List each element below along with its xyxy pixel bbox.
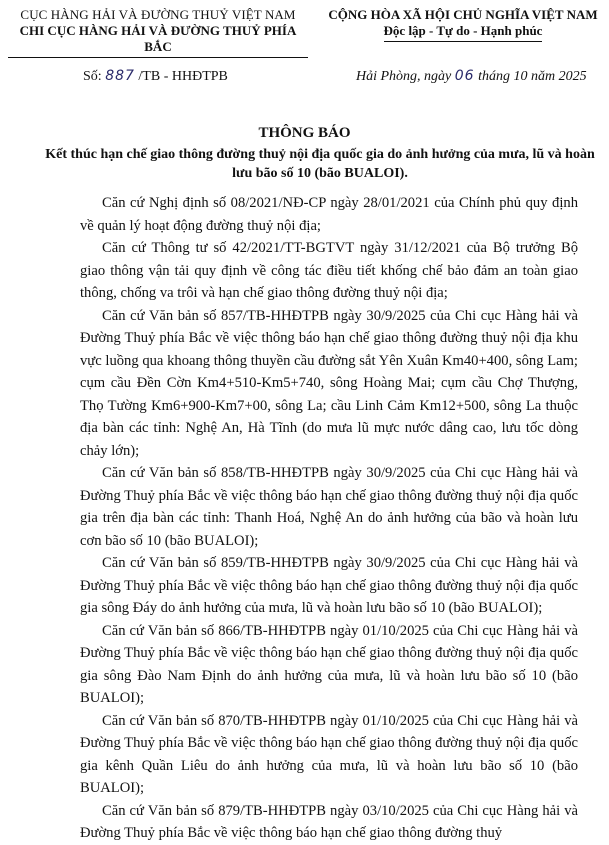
- doc-number-suffix: /TB - HHĐTPB: [134, 69, 228, 84]
- place-date-suffix: tháng 10 năm 2025: [474, 69, 587, 84]
- paragraph: Căn cứ Thông tư số 42/2021/TT-BGTVT ngày 31/12/2021 của Bộ trưởng Bộ giao thông vận tải quy định về công tác điều tiết khống chế bảo đảm an toàn giao thông, chống va trôi và hạn chế giao thông đường thuỷ nội địa;: [80, 240, 578, 301]
- national-header: [318, 7, 608, 39]
- motto: [318, 23, 608, 39]
- document-body: [80, 192, 578, 845]
- paragraph: Căn cứ Văn bản số 879/TB-HHĐTPB ngày 03/10/2025 của Chi cục Hàng hải và Đường Thuỷ phía Bắc về việc thông báo hạn chế giao thông đường thuỷ: [80, 802, 578, 841]
- date-day-handwritten: 06: [454, 68, 475, 84]
- motto-text: Độc lập - Tự do - Hạnh phúc: [383, 23, 543, 38]
- document-number: [83, 68, 228, 85]
- agency-header: [8, 7, 308, 55]
- paragraph: Căn cứ Nghị định số 08/2021/NĐ-CP ngày 28/01/2021 của Chính phủ quy định về quản lý hoạt động đường thuỷ nội địa;: [80, 195, 578, 234]
- paragraph: Căn cứ Văn bản số 857/TB-HHĐTPB ngày 30/9/2025 của Chi cục Hàng hải và Đường Thuỷ phía Bắc về việc thông báo hạn chế giao thông đường thuỷ nội địa khu vực luồng qua khoang thông thuyền cầu đường sắt Yên Xuân Km40+400, sông Lam; cụm cầu Đền Cờn Km4+510-Km5+740, sông Hoàng Mai; cụm cầu Chợ Thượng, Thọ Tường Km6+900-Km7+00, sông La; cầu Linh Cảm Km12+500, sông La thuộc địa bàn các tỉnh: Nghệ An, Hà Tĩnh (do mưa lũ mực nước dâng cao, lưu tốc dòng chảy lớn);: [80, 307, 578, 459]
- doc-number-prefix: Số:: [83, 69, 106, 84]
- place-date-prefix: Hải Phòng, ngày: [356, 69, 455, 84]
- document-title: THÔNG BÁO: [258, 125, 351, 141]
- paragraph: Căn cứ Văn bản số 858/TB-HHĐTPB ngày 30/9/2025 của Chi cục Hàng hải và Đường Thuỷ phía Bắc về việc thông báo hạn chế giao thông đường thuỷ nội địa quốc gia trên địa bàn các tỉnh: Thanh Hoá, Nghệ An do ảnh hưởng của bão và hoàn lưu cơn bão số 10 (bão BUALOI);: [80, 465, 578, 549]
- agency-name: [8, 23, 308, 55]
- paragraph: Căn cứ Văn bản số 870/TB-HHĐTPB ngày 01/10/2025 của Chi cục Hàng hải và Đường Thuỷ phía Bắc về việc thông báo hạn chế giao thông đường thuỷ nội địa quốc gia kênh Quần Liêu do ảnh hưởng của mưa, lũ và hoàn lưu bão số 10 (bão BUALOI);: [80, 712, 578, 796]
- paragraph: Căn cứ Văn bản số 859/TB-HHĐTPB ngày 30/9/2025 của Chi cục Hàng hải và Đường Thuỷ phía Bắc về việc thông báo hạn chế giao thông đường thuỷ nội địa quốc gia sông Đáy do ảnh hưởng của mưa, lũ và hoàn lưu bão số 10 (bão BUALOI);: [80, 555, 578, 616]
- paragraph: Căn cứ Văn bản số 866/TB-HHĐTPB ngày 01/10/2025 của Chi cục Hàng hải và Đường Thuỷ phía Bắc về việc thông báo hạn chế giao thông đường thuỷ nội địa quốc gia sông Đào Nam Định do ảnh hưởng của mưa, lũ và hoàn lưu bão số 10 (bão BUALOI);: [80, 622, 578, 706]
- agency-parent-name: CỤC HÀNG HẢI VÀ ĐƯỜNG THUỶ VIỆT NAM: [20, 7, 296, 22]
- place-date: [356, 68, 587, 85]
- state-name: CỘNG HÒA XÃ HỘI CHỦ NGHĨA VIỆT NAM: [328, 7, 598, 22]
- doc-number-handwritten: 887: [105, 68, 135, 84]
- document-subtitle: Kết thúc hạn chế giao thông đường thuỷ nội địa quốc gia do ảnh hưởng của mưa, lũ và hoàn lưu bão số 10 (bão BUALOI).: [45, 147, 595, 181]
- agency-name-text: CHI CỤC HÀNG HẢI VÀ ĐƯỜNG THUỶ PHÍA BẮC: [8, 23, 308, 55]
